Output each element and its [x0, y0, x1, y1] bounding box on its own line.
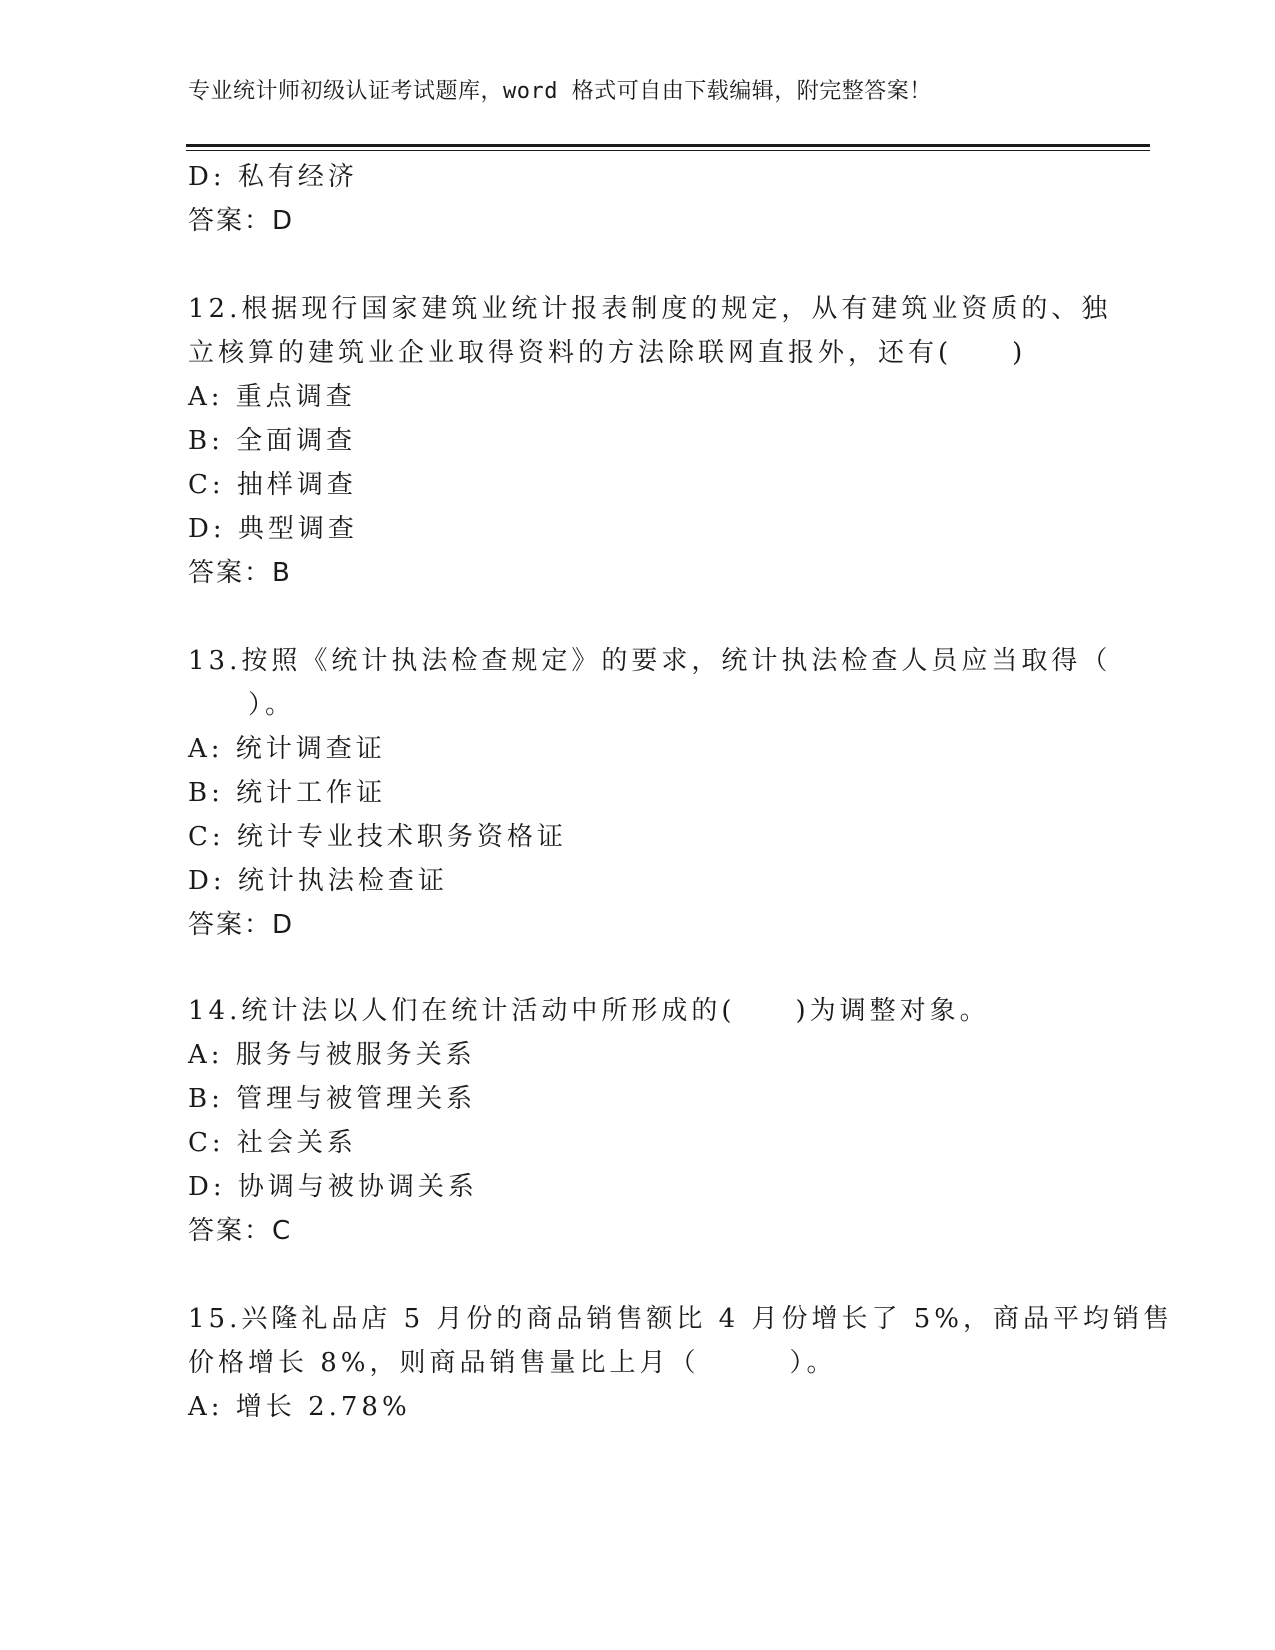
- q14-option-d: D: 协调与被协调关系: [188, 1172, 478, 1202]
- q14-option-a: A: 服务与被服务关系: [188, 1040, 476, 1070]
- q12-stem-line2: 立核算的建筑业企业取得资料的方法除联网直报外，还有( ): [188, 338, 1027, 368]
- q14-option-c: C: 社会关系: [188, 1128, 357, 1158]
- q12-option-c: C: 抽样调查: [188, 470, 357, 500]
- header-rule-thick: [186, 144, 1150, 147]
- q12-stem-line1: 12.根据现行国家建筑业统计报表制度的规定，从有建筑业资质的、独: [188, 294, 1112, 324]
- q13-option-c: C: 统计专业技术职务资格证: [188, 822, 567, 852]
- q14-answer: 答案：C: [188, 1216, 293, 1246]
- q14-stem-line1: 14.统计法以人们在统计活动中所形成的( )为调整对象。: [188, 996, 990, 1026]
- q11-option-d: D: 私有经济: [188, 162, 358, 192]
- q15-stem-line1: 15.兴隆礼品店 5 月份的商品销售额比 4 月份增长了 5%，商品平均销售: [188, 1304, 1174, 1334]
- header-rule-thin: [186, 150, 1150, 151]
- q12-answer: 答案：B: [188, 558, 292, 588]
- q13-stem-line2: ）。: [188, 690, 296, 720]
- page-header: 专业统计师初级认证考试题库，word 格式可自由下载编辑，附完整答案！: [188, 79, 932, 104]
- q15-stem-line2: 价格增长 8%，则商品销售量比上月（ ）。: [188, 1348, 837, 1378]
- q14-option-b: B: 管理与被管理关系: [188, 1084, 477, 1114]
- q13-answer: 答案：D: [188, 910, 295, 940]
- q13-stem-line1: 13.按照《统计执法检查规定》的要求，统计执法检查人员应当取得（: [188, 646, 1112, 676]
- q12-option-b: B: 全面调查: [188, 426, 357, 456]
- q11-answer: 答案：D: [188, 206, 295, 236]
- q12-option-d: D: 典型调查: [188, 514, 358, 544]
- q15-option-a: A: 增长 2.78%: [188, 1392, 411, 1422]
- q13-option-a: A: 统计调查证: [188, 734, 386, 764]
- q12-option-a: A: 重点调查: [188, 382, 356, 412]
- q13-option-d: D: 统计执法检查证: [188, 866, 448, 896]
- q13-option-b: B: 统计工作证: [188, 778, 387, 808]
